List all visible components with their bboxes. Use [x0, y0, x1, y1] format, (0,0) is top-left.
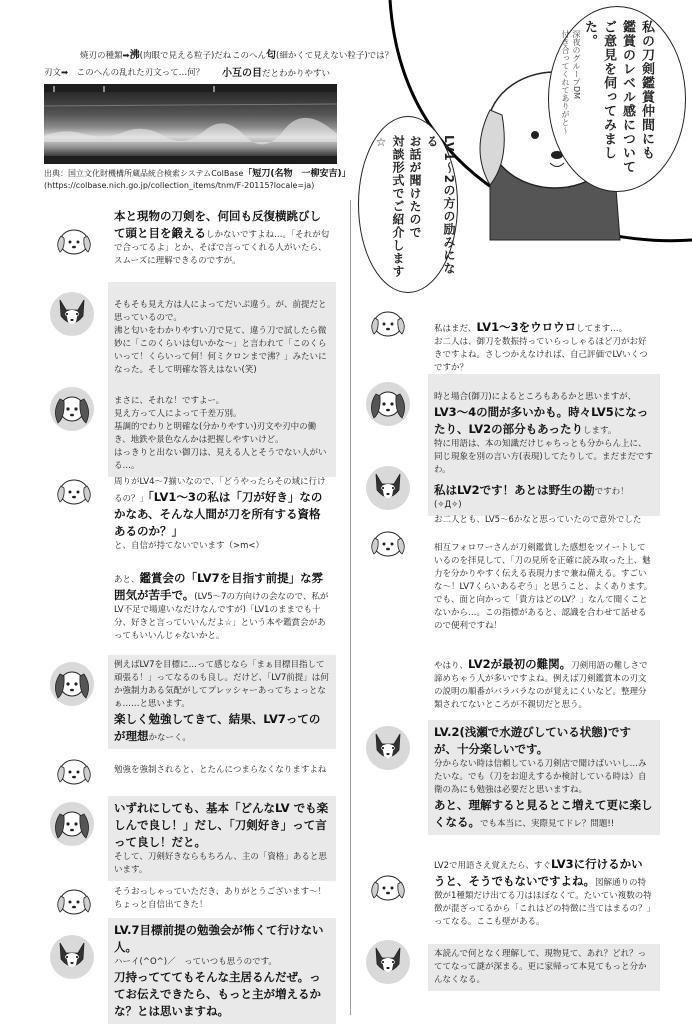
sword-blade-photo [44, 84, 337, 164]
dialogue-left-6: 例えばLV7を目標に…って感じなら「まぁ目標目指して頑張る！」ってなるのも良し。だけど、「LV7前提」は何か強制力ある気配がしてプレッシャーあってちょっとなぁ……と思います。 楽しく勉強してきて、結果、LV7ってのが理想かなーく。 [108, 655, 336, 749]
column-divider [350, 200, 351, 1015]
dialogue-left-5: あと、鑑賞会の「LV7を目指す前提」な雰囲気が苦手で。(LV5〜7の方向けの会なので、私がLV不足で場違いなだけなんですが)「LV1のままでも十分、好きと言っていいんだよ☆」という本や鑑賞会があってもいいんじゃないかと。 [114, 571, 329, 641]
photo-caption: 出典：国立文化財機構所蔵品統合検索システムColBase「短刀(名物 一柳安吉)」 (https://colbase.nich.go.jp/collection_items/tnm/F-20115?locale=ja) [44, 169, 351, 190]
avatar-spaniel [50, 662, 94, 706]
dialogue-left-7: 勉強を強制されると、とたんにつまらなくなりますよね [114, 765, 327, 775]
dialogue-left-1: 本と現物の刀剣を、何回も反復横跳びして頭と目を鍛えるしかないですよね…。「それが匂で合ってるよ」とか、そばで言ってくれる人がいたら、スムーズに理解できるのですが。 [114, 209, 330, 266]
dialogue-left-10: LV.7目標前提の勉強会が怖くて行けない人。 ハーイ(^O^)／ っていつも思うのです。 刀持ってててもそんな主居るんだぜ。ってお伝えできたら、もっと主が増えるかな？とは思いますね。 [108, 918, 336, 1024]
dialogue-right-2: 時と場合(御刀)によるところもあるかと思いますが、LV3〜4の間が多いかも。時々LV5になったり、LV2の部分もあったりします。 特に用語は、本の知識だけじゃちっとも分からん上に、同じ現象を別の言い方(表現)してたりして。まだまだですわ。 [428, 374, 660, 481]
label-hamon: 刃文➡ このへんの乱れた刃文って…何？ [44, 68, 205, 78]
avatar-chihuahua [366, 726, 410, 770]
dialogue-right-4: お二人とも、LV5〜6かなと思っていたので意外でした [434, 515, 642, 525]
dialogue-left-8: いずれにしても、基本「どんなLV でも楽しんで良し！」だし、「刀剣好き」って言って良し！だと。 そして、刀剣好きならもちろん、主の「資格」あると思います。 [108, 796, 336, 881]
dialogue-right-5: 相互フォロワーさんが刀剣鑑賞した感想をツイートしているのを拝見して、「刀の見所を正確に読み取った上、魅力を分かりやすく伝える表現力まで兼ね備える。すごいな〜！LV7くらいあるぞう」と思うこと、よくあります。でも、面と向かって「貴方はどのLV？」なんて聞くことないから…。この指標があると、認識を合わせて話せるので便利ですね！ [434, 543, 653, 631]
avatar-white-dog [52, 470, 96, 514]
avatar-white-dog [366, 522, 410, 566]
avatar-spaniel [50, 802, 94, 846]
avatar-white-dog [52, 750, 96, 794]
speech-bubble-note: 深夜のグループDM 付き合ってくれてありがと〜 [561, 30, 581, 134]
avatar-chihuahua [50, 292, 94, 336]
dialogue-right-6: やはり、LV2が最初の難関。刀剣用語の難しさで諦めちゃう人が多いですよね。例えば刀剣鑑賞本の刃文の説明の順番がバラバラなのが覚えにくいなど。整理分類されてないところが不親切だと思う。 [434, 657, 648, 710]
avatar-chihuahua [366, 940, 410, 984]
avatar-chihuahua [366, 466, 410, 510]
label-konie: 小互の目だとわかりやすい [222, 68, 331, 79]
label-nioi: このへん匂(細かくて見えない粒子)では？ [232, 50, 394, 61]
avatar-chihuahua [50, 935, 94, 979]
speech-bubble-intro-2-text: LV1〜2の方の励みになる お話が聞けたので 対談形式でご紹介します☆ [374, 135, 456, 278]
dialogue-left-2: そもそも見え方は人によってだいぶ違う。が、前提だと思っているので。 沸と匂いをわかりやすい刀で見て、違う刀で試したら微妙に「このくらいは匂いかな〜」と言われて「このくらいって！くらいって何！何ミクロンまで沸？」みたいになった。そして明確な答えはない(笑) [108, 282, 336, 381]
dialogue-right-3: 私はLV2です！あとは野生の勘ですわ！(✧Д✧) [428, 478, 660, 516]
avatar-white-dog [366, 302, 410, 346]
label-types: 焼刃の種類➡沸(肉眼で見える粒子)だね [80, 50, 232, 61]
dialogue-left-9: そうおっしゃっていただき、ありがとうございます〜！ちょっと自信出てきた！ [114, 887, 327, 910]
avatar-white-dog [366, 866, 410, 910]
avatar-spaniel [366, 382, 410, 426]
dialogue-left-4: 周りがLV4〜7揃いなので、「どうやったらその域に行けるの？」「LV1〜3の私は「刀が好き」なのかなあ、そんな人間が刀を所有する資格あるのか？」と、自信が持てないでいます（>m<） [114, 477, 326, 551]
dialogue-right-1: 私はまだ、LV1〜3をウロウロしてます…。 お二人は、御刀を数振持っていらっしゃるほど刀がお好きですよね。さしつかえなければ、自己評価でLVいくつですか？ [434, 320, 648, 373]
dialogue-left-3: まさに、それな！ですよー。 見え方って人によって千差万別。 基調的でわりと明確な(分かりやすい)刃文や刃中の働き、地鉄や景色なんかは把握しやすいけど。 はっきりと出ない御刀は、見える人とそうでない人がいる…。 [108, 378, 336, 477]
dialogue-right-8: LV2で用語さえ覚えたら、すぐLV3に行けるかいうと、そうでもないですよね。図解通りの特徴が1種類だけ出てる刀はほぼなくて。たいてい複数の特徴が混ざってるから「これはどの特徴に当てはまるの？」ってなる。ここも壁がある。 [434, 857, 652, 927]
avatar-spaniel [50, 387, 94, 431]
dialogue-right-9: 本読んで何となく理解して、現物見て、あれ？どれ？っててなって謎が深まる。更に家帰って本見てもっと分かんなくなる。 [428, 944, 660, 991]
avatar-white-dog [52, 220, 96, 264]
dialogue-right-7: LV.2(浅瀬で水遊びしている状態)ですが、十分楽しいです。 分からない時は信頼している刀剣店で聞けばいいし…みたいな。でも（刀をお迎えするか検討している時は）自衛の為にも勉強は必要だと思いますね。 あと、理解すると見るとこ増えて更に楽しくなる。でも本当に、実際見てドレ？問題!! [428, 720, 660, 835]
avatar-white-dog [52, 880, 96, 924]
speech-bubble-intro-text: 私の刀剣鑑賞仲間にも 鑑賞のレベル感について ご意見を伺ってみました。 [582, 20, 654, 174]
